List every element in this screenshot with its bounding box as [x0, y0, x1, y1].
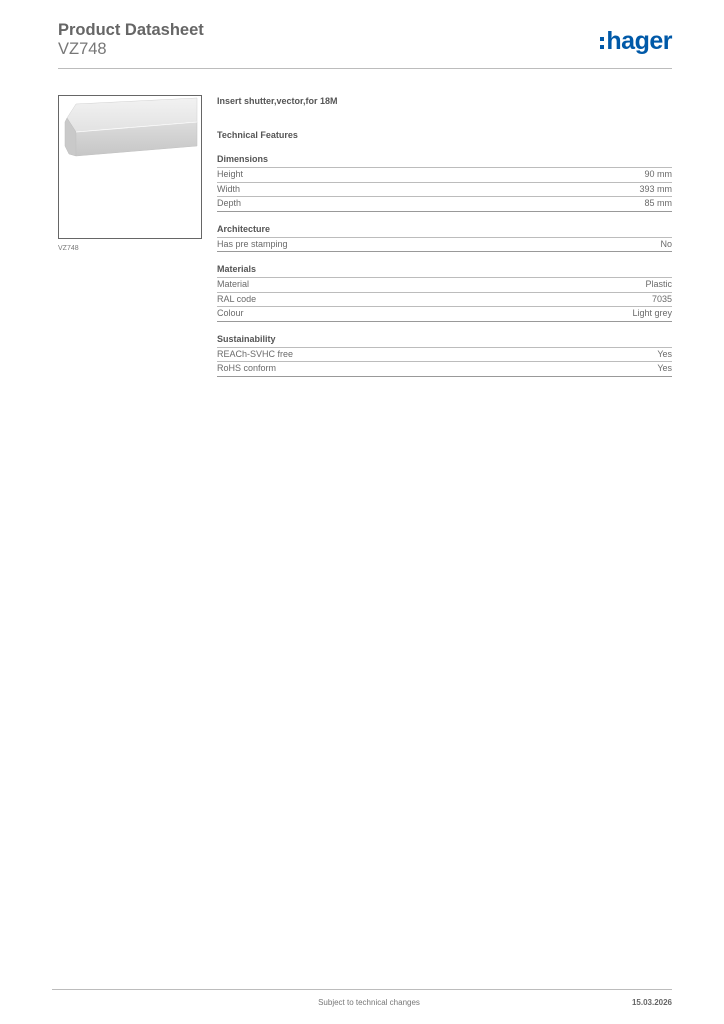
- section-architecture: [217, 224, 672, 253]
- logo-text: hager: [606, 27, 672, 55]
- product-image: [58, 95, 202, 239]
- spec-row: [217, 293, 672, 308]
- section-title: Dimensions: [217, 154, 672, 168]
- section-title: Sustainability: [217, 334, 672, 348]
- features-panel: [217, 96, 672, 377]
- spec-value: 90 mm: [644, 169, 672, 179]
- section-dimensions: [217, 154, 672, 212]
- technical-features-heading: Technical Features: [217, 130, 298, 140]
- section-materials: [217, 264, 672, 322]
- spec-label: Colour: [217, 308, 244, 318]
- spec-label: Material: [217, 279, 250, 289]
- section-sustainability: [217, 334, 672, 377]
- image-caption: VZ748: [58, 245, 79, 252]
- spec-value: Plastic: [645, 279, 672, 289]
- insert-shutter-illustration: [59, 96, 201, 238]
- page-title: Product Datasheet: [58, 21, 204, 39]
- title-block: [58, 21, 204, 59]
- spec-row: [217, 183, 672, 198]
- spec-row: [217, 168, 672, 183]
- spec-label: REACh-SVHC free: [217, 348, 294, 359]
- spec-row: [217, 362, 672, 377]
- header-divider: [58, 68, 672, 69]
- product-description: Insert shutter,vector,for 18M: [217, 96, 338, 106]
- footer-date: 15.03.2026: [631, 998, 672, 1007]
- spec-label: Width: [217, 183, 241, 194]
- spec-row: [217, 238, 672, 253]
- spec-label: RoHS conform: [217, 363, 277, 373]
- hager-logo: [600, 28, 672, 54]
- spec-label: Height: [217, 169, 244, 179]
- spec-value: Yes: [657, 348, 672, 359]
- footer-divider: [52, 989, 672, 990]
- spec-label: Has pre stamping: [217, 238, 288, 249]
- section-title: Materials: [217, 264, 672, 278]
- spec-value: 7035: [651, 293, 672, 304]
- logo-dots-icon: [600, 37, 604, 49]
- section-title: Architecture: [217, 224, 672, 238]
- spec-row: [217, 307, 672, 322]
- footer-note: Subject to technical changes: [318, 998, 420, 1007]
- spec-value: 85 mm: [644, 198, 672, 208]
- spec-value: Light grey: [632, 308, 672, 318]
- product-code: VZ748: [58, 40, 107, 58]
- spec-label: RAL code: [217, 293, 257, 304]
- spec-row: [217, 278, 672, 293]
- spec-value: No: [660, 238, 672, 249]
- spec-value: Yes: [657, 363, 672, 373]
- spec-row: [217, 197, 672, 212]
- spec-label: Depth: [217, 198, 242, 208]
- spec-value: 393 mm: [639, 183, 672, 194]
- spec-row: [217, 348, 672, 363]
